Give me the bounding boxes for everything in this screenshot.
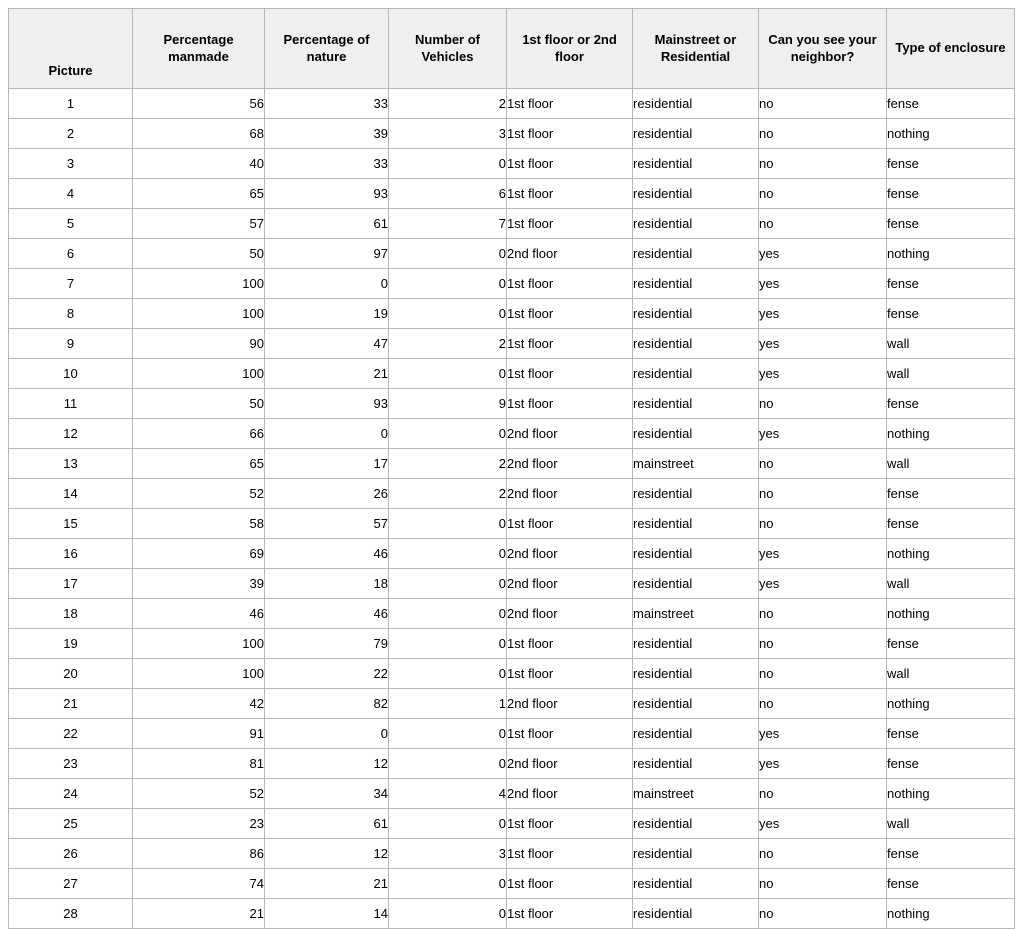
cell-street: residential xyxy=(633,839,759,869)
cell-neighbor: no xyxy=(759,389,887,419)
cell-street: residential xyxy=(633,359,759,389)
cell-manmade: 65 xyxy=(133,179,265,209)
cell-nature: 93 xyxy=(265,179,389,209)
cell-vehicles: 2 xyxy=(389,479,507,509)
cell-street: residential xyxy=(633,89,759,119)
cell-manmade: 39 xyxy=(133,569,265,599)
cell-nature: 93 xyxy=(265,389,389,419)
cell-neighbor: no xyxy=(759,899,887,929)
cell-neighbor: yes xyxy=(759,569,887,599)
cell-nature: 0 xyxy=(265,719,389,749)
cell-nature: 39 xyxy=(265,119,389,149)
cell-manmade: 52 xyxy=(133,779,265,809)
cell-street: residential xyxy=(633,149,759,179)
cell-street: residential xyxy=(633,179,759,209)
cell-manmade: 46 xyxy=(133,599,265,629)
cell-enclosure: nothing xyxy=(887,119,1015,149)
cell-street: mainstreet xyxy=(633,449,759,479)
cell-picture: 1 xyxy=(9,89,133,119)
cell-neighbor: no xyxy=(759,629,887,659)
cell-nature: 61 xyxy=(265,809,389,839)
cell-picture: 7 xyxy=(9,269,133,299)
cell-street: residential xyxy=(633,569,759,599)
cell-vehicles: 0 xyxy=(389,659,507,689)
cell-vehicles: 9 xyxy=(389,389,507,419)
cell-floor: 1st floor xyxy=(507,119,633,149)
cell-enclosure: nothing xyxy=(887,779,1015,809)
cell-vehicles: 2 xyxy=(389,449,507,479)
table-row xyxy=(9,629,1015,659)
cell-nature: 12 xyxy=(265,749,389,779)
cell-nature: 46 xyxy=(265,539,389,569)
cell-picture: 15 xyxy=(9,509,133,539)
table-row xyxy=(9,659,1015,689)
cell-enclosure: fense xyxy=(887,179,1015,209)
cell-nature: 21 xyxy=(265,359,389,389)
cell-neighbor: no xyxy=(759,689,887,719)
cell-neighbor: yes xyxy=(759,359,887,389)
cell-manmade: 81 xyxy=(133,749,265,779)
cell-enclosure: fense xyxy=(887,629,1015,659)
cell-nature: 18 xyxy=(265,569,389,599)
cell-picture: 27 xyxy=(9,869,133,899)
cell-picture: 17 xyxy=(9,569,133,599)
cell-street: residential xyxy=(633,629,759,659)
column-header-vehicles: Number of Vehicles xyxy=(389,9,507,89)
cell-floor: 1st floor xyxy=(507,509,633,539)
cell-manmade: 40 xyxy=(133,149,265,179)
table-header-row xyxy=(9,9,1015,89)
cell-enclosure: nothing xyxy=(887,689,1015,719)
cell-manmade: 90 xyxy=(133,329,265,359)
cell-neighbor: yes xyxy=(759,809,887,839)
cell-nature: 33 xyxy=(265,149,389,179)
cell-vehicles: 4 xyxy=(389,779,507,809)
cell-picture: 24 xyxy=(9,779,133,809)
cell-neighbor: yes xyxy=(759,719,887,749)
cell-enclosure: fense xyxy=(887,209,1015,239)
cell-picture: 10 xyxy=(9,359,133,389)
cell-enclosure: fense xyxy=(887,89,1015,119)
cell-neighbor: yes xyxy=(759,329,887,359)
cell-picture: 9 xyxy=(9,329,133,359)
table-row xyxy=(9,119,1015,149)
cell-floor: 1st floor xyxy=(507,659,633,689)
cell-enclosure: wall xyxy=(887,329,1015,359)
cell-floor: 1st floor xyxy=(507,299,633,329)
cell-enclosure: nothing xyxy=(887,539,1015,569)
cell-street: residential xyxy=(633,209,759,239)
cell-manmade: 100 xyxy=(133,359,265,389)
cell-floor: 1st floor xyxy=(507,809,633,839)
cell-vehicles: 1 xyxy=(389,689,507,719)
cell-manmade: 66 xyxy=(133,419,265,449)
column-header-manmade: Percentage manmade xyxy=(133,9,265,89)
table-row xyxy=(9,689,1015,719)
cell-manmade: 21 xyxy=(133,899,265,929)
cell-enclosure: fense xyxy=(887,719,1015,749)
cell-enclosure: wall xyxy=(887,809,1015,839)
cell-picture: 21 xyxy=(9,689,133,719)
cell-floor: 2nd floor xyxy=(507,749,633,779)
cell-manmade: 100 xyxy=(133,299,265,329)
cell-vehicles: 0 xyxy=(389,359,507,389)
cell-floor: 1st floor xyxy=(507,869,633,899)
cell-floor: 1st floor xyxy=(507,269,633,299)
cell-picture: 6 xyxy=(9,239,133,269)
table-row xyxy=(9,569,1015,599)
table-row xyxy=(9,599,1015,629)
table-row xyxy=(9,479,1015,509)
cell-vehicles: 0 xyxy=(389,809,507,839)
cell-picture: 2 xyxy=(9,119,133,149)
cell-floor: 1st floor xyxy=(507,719,633,749)
cell-street: residential xyxy=(633,509,759,539)
cell-vehicles: 0 xyxy=(389,899,507,929)
table-row xyxy=(9,89,1015,119)
table-row xyxy=(9,149,1015,179)
cell-floor: 1st floor xyxy=(507,179,633,209)
table-row xyxy=(9,449,1015,479)
table-row xyxy=(9,239,1015,269)
cell-manmade: 50 xyxy=(133,239,265,269)
cell-manmade: 42 xyxy=(133,689,265,719)
cell-neighbor: no xyxy=(759,779,887,809)
table-row xyxy=(9,839,1015,869)
cell-neighbor: yes xyxy=(759,269,887,299)
cell-floor: 1st floor xyxy=(507,629,633,659)
cell-nature: 19 xyxy=(265,299,389,329)
cell-nature: 47 xyxy=(265,329,389,359)
cell-picture: 13 xyxy=(9,449,133,479)
table-row xyxy=(9,749,1015,779)
cell-vehicles: 0 xyxy=(389,569,507,599)
cell-enclosure: fense xyxy=(887,389,1015,419)
cell-floor: 1st floor xyxy=(507,899,633,929)
cell-vehicles: 0 xyxy=(389,749,507,779)
cell-manmade: 69 xyxy=(133,539,265,569)
cell-neighbor: yes xyxy=(759,239,887,269)
cell-vehicles: 2 xyxy=(389,329,507,359)
cell-nature: 21 xyxy=(265,869,389,899)
cell-vehicles: 2 xyxy=(389,89,507,119)
cell-vehicles: 0 xyxy=(389,719,507,749)
cell-neighbor: yes xyxy=(759,749,887,779)
cell-floor: 1st floor xyxy=(507,209,633,239)
cell-enclosure: wall xyxy=(887,449,1015,479)
cell-street: residential xyxy=(633,539,759,569)
cell-picture: 3 xyxy=(9,149,133,179)
cell-picture: 16 xyxy=(9,539,133,569)
cell-picture: 11 xyxy=(9,389,133,419)
cell-neighbor: yes xyxy=(759,539,887,569)
cell-picture: 26 xyxy=(9,839,133,869)
table-row xyxy=(9,899,1015,929)
cell-manmade: 74 xyxy=(133,869,265,899)
cell-nature: 46 xyxy=(265,599,389,629)
cell-picture: 14 xyxy=(9,479,133,509)
table-row xyxy=(9,419,1015,449)
cell-manmade: 100 xyxy=(133,629,265,659)
cell-street: residential xyxy=(633,299,759,329)
cell-picture: 28 xyxy=(9,899,133,929)
table-header xyxy=(9,9,1015,89)
cell-enclosure: wall xyxy=(887,659,1015,689)
cell-neighbor: no xyxy=(759,659,887,689)
cell-street: residential xyxy=(633,119,759,149)
cell-nature: 12 xyxy=(265,839,389,869)
cell-vehicles: 0 xyxy=(389,299,507,329)
cell-nature: 82 xyxy=(265,689,389,719)
cell-street: residential xyxy=(633,689,759,719)
cell-enclosure: nothing xyxy=(887,239,1015,269)
table-row xyxy=(9,389,1015,419)
cell-floor: 2nd floor xyxy=(507,539,633,569)
cell-enclosure: nothing xyxy=(887,419,1015,449)
cell-floor: 2nd floor xyxy=(507,419,633,449)
cell-enclosure: fense xyxy=(887,479,1015,509)
cell-manmade: 23 xyxy=(133,809,265,839)
cell-floor: 1st floor xyxy=(507,329,633,359)
cell-manmade: 68 xyxy=(133,119,265,149)
cell-nature: 14 xyxy=(265,899,389,929)
cell-nature: 26 xyxy=(265,479,389,509)
cell-floor: 1st floor xyxy=(507,149,633,179)
cell-floor: 2nd floor xyxy=(507,599,633,629)
column-header-street: Mainstreet or Residential xyxy=(633,9,759,89)
table-row xyxy=(9,869,1015,899)
table-row xyxy=(9,779,1015,809)
cell-street: residential xyxy=(633,719,759,749)
cell-manmade: 86 xyxy=(133,839,265,869)
cell-enclosure: nothing xyxy=(887,599,1015,629)
cell-street: residential xyxy=(633,659,759,689)
table-row xyxy=(9,179,1015,209)
cell-street: residential xyxy=(633,419,759,449)
cell-neighbor: no xyxy=(759,209,887,239)
cell-enclosure: fense xyxy=(887,869,1015,899)
cell-enclosure: nothing xyxy=(887,899,1015,929)
table-row xyxy=(9,299,1015,329)
cell-floor: 1st floor xyxy=(507,839,633,869)
table-row xyxy=(9,329,1015,359)
cell-enclosure: wall xyxy=(887,569,1015,599)
cell-floor: 2nd floor xyxy=(507,689,633,719)
cell-floor: 2nd floor xyxy=(507,479,633,509)
cell-picture: 8 xyxy=(9,299,133,329)
cell-manmade: 91 xyxy=(133,719,265,749)
cell-nature: 79 xyxy=(265,629,389,659)
cell-nature: 34 xyxy=(265,779,389,809)
cell-neighbor: no xyxy=(759,599,887,629)
cell-picture: 23 xyxy=(9,749,133,779)
cell-street: residential xyxy=(633,809,759,839)
cell-vehicles: 0 xyxy=(389,599,507,629)
table-row xyxy=(9,509,1015,539)
survey-data-table xyxy=(8,8,1015,929)
cell-manmade: 100 xyxy=(133,269,265,299)
cell-enclosure: fense xyxy=(887,509,1015,539)
cell-vehicles: 0 xyxy=(389,419,507,449)
page-root xyxy=(0,8,1024,921)
cell-picture: 4 xyxy=(9,179,133,209)
table-row xyxy=(9,209,1015,239)
cell-nature: 22 xyxy=(265,659,389,689)
table-row xyxy=(9,539,1015,569)
cell-nature: 57 xyxy=(265,509,389,539)
cell-neighbor: yes xyxy=(759,299,887,329)
cell-floor: 1st floor xyxy=(507,359,633,389)
cell-neighbor: no xyxy=(759,449,887,479)
cell-manmade: 52 xyxy=(133,479,265,509)
column-header-neighbor: Can you see your neighbor? xyxy=(759,9,887,89)
cell-vehicles: 3 xyxy=(389,119,507,149)
column-header-floor: 1st floor or 2nd floor xyxy=(507,9,633,89)
cell-neighbor: no xyxy=(759,179,887,209)
cell-enclosure: fense xyxy=(887,299,1015,329)
cell-street: residential xyxy=(633,749,759,779)
cell-neighbor: no xyxy=(759,869,887,899)
table-row xyxy=(9,359,1015,389)
cell-nature: 61 xyxy=(265,209,389,239)
cell-picture: 18 xyxy=(9,599,133,629)
cell-picture: 5 xyxy=(9,209,133,239)
cell-floor: 2nd floor xyxy=(507,239,633,269)
table-row xyxy=(9,719,1015,749)
cell-vehicles: 0 xyxy=(389,869,507,899)
cell-street: residential xyxy=(633,479,759,509)
column-header-enclosure: Type of enclosure xyxy=(887,9,1015,89)
cell-vehicles: 6 xyxy=(389,179,507,209)
cell-neighbor: no xyxy=(759,119,887,149)
cell-picture: 25 xyxy=(9,809,133,839)
cell-neighbor: no xyxy=(759,479,887,509)
cell-street: residential xyxy=(633,269,759,299)
cell-street: mainstreet xyxy=(633,599,759,629)
cell-vehicles: 0 xyxy=(389,269,507,299)
cell-manmade: 56 xyxy=(133,89,265,119)
cell-street: residential xyxy=(633,329,759,359)
cell-manmade: 57 xyxy=(133,209,265,239)
cell-manmade: 58 xyxy=(133,509,265,539)
cell-street: residential xyxy=(633,239,759,269)
cell-vehicles: 0 xyxy=(389,239,507,269)
cell-enclosure: fense xyxy=(887,269,1015,299)
cell-nature: 0 xyxy=(265,419,389,449)
cell-nature: 33 xyxy=(265,89,389,119)
table-row xyxy=(9,269,1015,299)
cell-vehicles: 0 xyxy=(389,509,507,539)
cell-enclosure: wall xyxy=(887,359,1015,389)
cell-enclosure: fense xyxy=(887,749,1015,779)
cell-street: mainstreet xyxy=(633,779,759,809)
cell-floor: 2nd floor xyxy=(507,569,633,599)
cell-picture: 20 xyxy=(9,659,133,689)
cell-manmade: 100 xyxy=(133,659,265,689)
cell-nature: 0 xyxy=(265,269,389,299)
cell-street: residential xyxy=(633,389,759,419)
cell-street: residential xyxy=(633,899,759,929)
cell-neighbor: no xyxy=(759,509,887,539)
cell-neighbor: no xyxy=(759,89,887,119)
cell-manmade: 50 xyxy=(133,389,265,419)
table-body xyxy=(9,89,1015,929)
cell-vehicles: 3 xyxy=(389,839,507,869)
cell-manmade: 65 xyxy=(133,449,265,479)
cell-vehicles: 7 xyxy=(389,209,507,239)
cell-vehicles: 0 xyxy=(389,539,507,569)
cell-neighbor: no xyxy=(759,839,887,869)
cell-neighbor: no xyxy=(759,149,887,179)
cell-picture: 19 xyxy=(9,629,133,659)
cell-nature: 17 xyxy=(265,449,389,479)
cell-floor: 2nd floor xyxy=(507,779,633,809)
cell-vehicles: 0 xyxy=(389,149,507,179)
cell-nature: 97 xyxy=(265,239,389,269)
cell-floor: 1st floor xyxy=(507,89,633,119)
column-header-picture: Picture xyxy=(9,9,133,89)
cell-vehicles: 0 xyxy=(389,629,507,659)
cell-floor: 2nd floor xyxy=(507,449,633,479)
cell-picture: 12 xyxy=(9,419,133,449)
cell-floor: 1st floor xyxy=(507,389,633,419)
cell-enclosure: fense xyxy=(887,839,1015,869)
cell-neighbor: yes xyxy=(759,419,887,449)
column-header-nature: Percentage of nature xyxy=(265,9,389,89)
cell-street: residential xyxy=(633,869,759,899)
table-row xyxy=(9,809,1015,839)
cell-picture: 22 xyxy=(9,719,133,749)
cell-enclosure: fense xyxy=(887,149,1015,179)
